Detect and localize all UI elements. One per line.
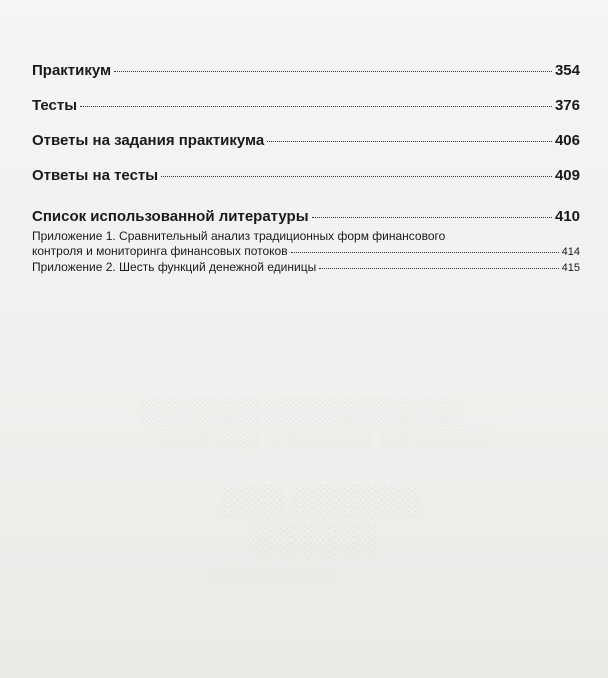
toc-entry-tests[interactable] — [32, 97, 580, 114]
show-through-text: ░░░░░░ — [248, 524, 376, 557]
dot-leader — [291, 252, 559, 253]
dot-leader — [161, 176, 552, 177]
toc-entry-test-answers[interactable] — [32, 167, 580, 184]
toc-entry-page: 354 — [554, 62, 580, 79]
toc-entry-page: 415 — [561, 262, 580, 274]
appendix-list — [32, 229, 580, 276]
toc-entry-page: 414 — [561, 246, 580, 258]
dot-leader — [80, 106, 552, 107]
dot-leader — [312, 217, 552, 218]
dot-leader — [319, 268, 558, 269]
show-through-text: ░░░░░░░░░░░░░ — [210, 568, 339, 583]
show-through-text: ░░░░░░░ ░░░░░░░ ░░░░░░░ — [150, 424, 489, 449]
dot-leader — [267, 141, 552, 142]
toc-entry-page: 410 — [554, 208, 580, 225]
toc-entry-page: 409 — [554, 167, 580, 184]
toc-entry-practice-answers[interactable] — [32, 132, 580, 149]
dot-leader — [114, 71, 552, 72]
table-of-contents — [32, 62, 580, 276]
appendix-1-title-line2: контроля и мониторинга финансовых потоков — [32, 244, 288, 258]
toc-entry-praktikum[interactable] — [32, 62, 580, 79]
toc-entry-title: Список использованной литературы — [32, 208, 309, 225]
toc-entry-title: Тесты — [32, 97, 78, 114]
appendix-2-title: Приложение 2. Шесть функций денежной единицы — [32, 260, 317, 274]
toc-entry-page: 406 — [554, 132, 580, 149]
show-through-text: ░░░ ░░░░░░ — [220, 484, 419, 517]
toc-entry-title: Ответы на тесты — [32, 167, 159, 184]
show-through-text: ░░░░░░░ ░░░░░░░░░ ░░ — [140, 398, 459, 424]
appendix-1-title-line1[interactable]: Приложение 1. Сравнительный анализ традиционных форм финансового — [32, 229, 446, 243]
toc-entry-references[interactable] — [32, 208, 580, 225]
toc-entry-appendix-1[interactable] — [32, 244, 580, 260]
toc-entry-appendix-2[interactable] — [32, 260, 580, 276]
toc-entry-title: Практикум — [32, 62, 112, 79]
toc-entry-title: Ответы на задания практикума — [32, 132, 265, 149]
toc-entry-page: 376 — [554, 97, 580, 114]
